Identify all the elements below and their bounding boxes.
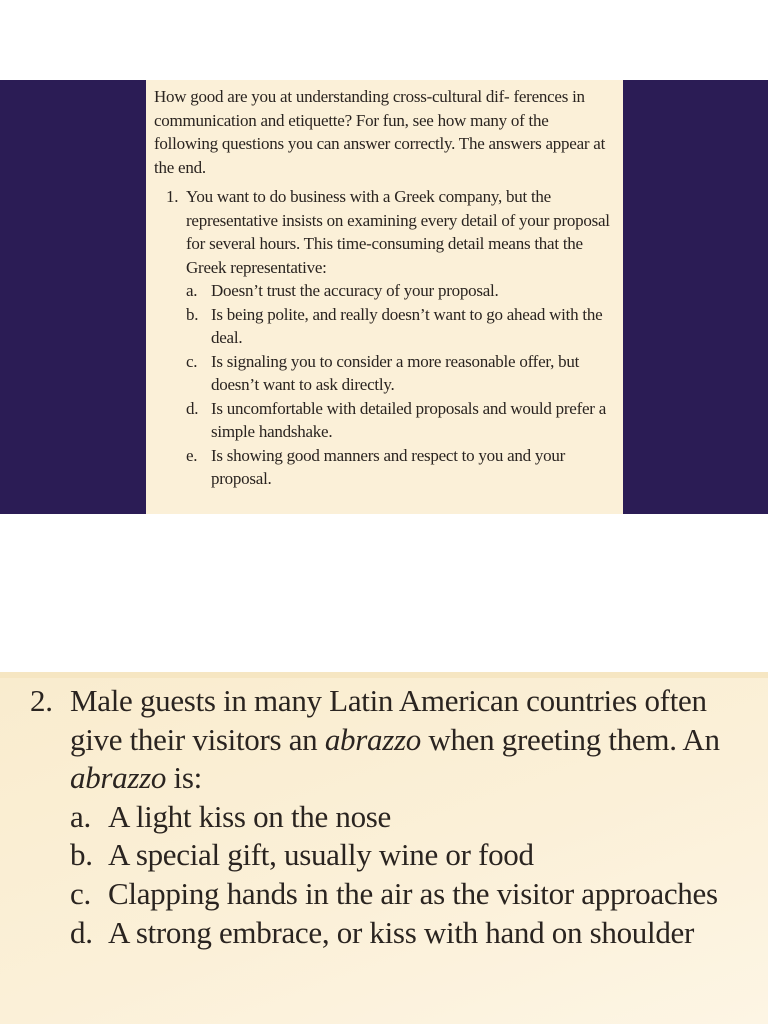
intro-paragraph: How good are you at understanding cross-cultural dif- ferences in communication and etiquette? For fun, see how many of the following questions you can answer correctly. The answers appear at the end. — [154, 87, 606, 177]
question-2-text-part1: Male guests in many Latin American countries often give their visitors an — [70, 683, 707, 757]
option-text: Is uncomfortable with detailed proposals and would prefer a simple handshake. — [211, 398, 607, 441]
option-text: Is signaling you to consider a more reasonable offer, but doesn’t want to ask directly. — [211, 351, 580, 394]
option-text: Is being polite, and really doesn’t want to go ahead with the deal. — [211, 304, 603, 347]
question-2-text — [70, 682, 756, 798]
question-2-term: abrazzo — [324, 721, 421, 757]
question-2-stem — [30, 682, 756, 798]
question-1-option-d — [186, 397, 616, 444]
question-1 — [166, 185, 616, 491]
option-letter: d. — [186, 398, 199, 418]
bottom-slide-page — [0, 672, 768, 1024]
question-2-number: 2. — [30, 683, 53, 718]
question-2-options — [70, 798, 756, 952]
question-2 — [30, 682, 756, 952]
option-text: A light kiss on the nose — [108, 798, 392, 834]
option-letter: c. — [70, 875, 91, 911]
option-text: Clapping hands in the air as the visitor approaches — [108, 875, 718, 911]
question-1-option-a — [186, 279, 616, 303]
option-letter: c. — [186, 351, 198, 371]
option-text: Doesn’t trust the accuracy of your proposal. — [211, 281, 499, 300]
top-slide-page — [146, 80, 623, 514]
question-1-option-e — [186, 444, 616, 491]
question-1-number: 1. — [166, 187, 179, 206]
question-1-option-c — [186, 350, 616, 397]
question-1-stem — [166, 185, 616, 279]
question-2-option-b — [70, 836, 756, 875]
bottom-slide-top-edge — [0, 672, 768, 678]
option-text: A strong embrace, or kiss with hand on shoulder — [108, 914, 694, 950]
question-1-options — [186, 279, 616, 491]
question-2-option-d — [70, 914, 756, 953]
option-letter: b. — [186, 304, 199, 324]
question-2-term-repeat: abrazzo — [70, 760, 167, 796]
option-letter: d. — [70, 914, 93, 950]
question-2-text-part2: when greeting them. An — [428, 721, 720, 757]
option-letter: b. — [70, 837, 93, 873]
question-2-option-c — [70, 875, 756, 914]
question-2-text-part3: is: — [173, 760, 202, 796]
option-letter: a. — [186, 281, 198, 300]
option-text: A special gift, usually wine or food — [108, 837, 534, 873]
question-1-text: You want to do business with a Greek company, but the representative insists on examining every detail of your proposal for several hours. This time-consuming detail means that the Greek representative: — [186, 187, 610, 277]
option-text: Is showing good manners and respect to you and your proposal. — [211, 445, 566, 488]
question-2-option-a — [70, 798, 756, 837]
question-1-option-b — [186, 303, 616, 350]
option-letter: e. — [186, 445, 198, 465]
option-letter: a. — [70, 798, 91, 834]
